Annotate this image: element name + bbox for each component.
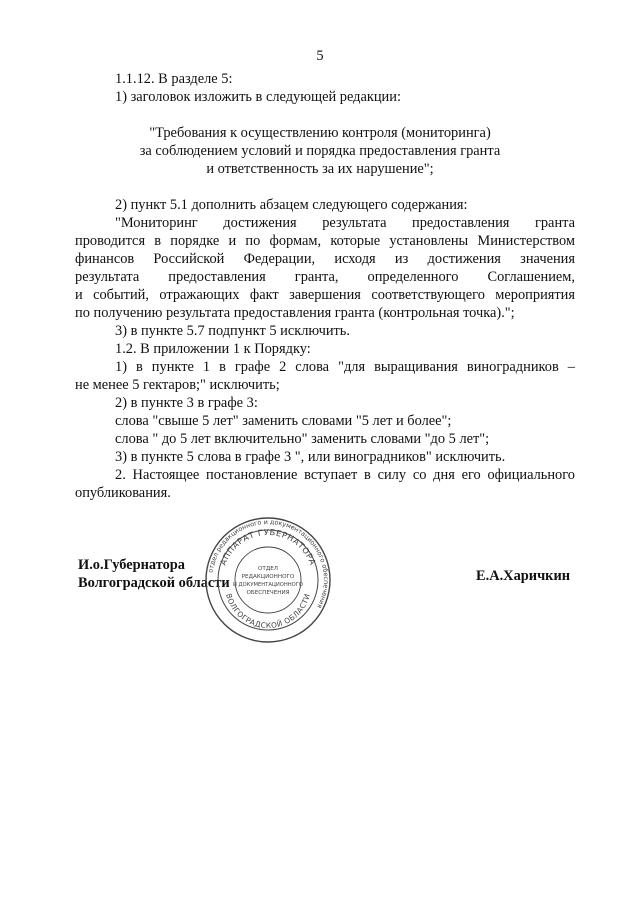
signatory-title-line-1: И.о.Губернатора bbox=[78, 557, 185, 573]
quoted-heading-line-1: "Требования к осуществлению контроля (мониторинга) bbox=[149, 125, 491, 141]
paragraph-5-1-instruction: 2) пункт 5.1 дополнить абзацем следующего содержания: bbox=[115, 197, 468, 213]
monitoring-text-line-5: и событий, отражающих факт завершения соответствующего мероприятия bbox=[75, 287, 575, 303]
paragraph-heading-instruction: 1) заголовок изложить в следующей редакции: bbox=[115, 89, 401, 105]
appendix-item-2: 2) в пункте 3 в графе 3: bbox=[115, 395, 258, 411]
appendix-item-2-replace-1: слова "свыше 5 лет" заменить словами "5 лет и более"; bbox=[115, 413, 452, 429]
paragraph-2-line-2: опубликования. bbox=[75, 485, 171, 501]
monitoring-text-line-6: по получению результата предоставления гранта (контрольная точка)."; bbox=[75, 305, 515, 321]
appendix-item-1-line-1: 1) в пункте 1 в графе 2 слова "для выращивания виноградников – bbox=[115, 359, 575, 375]
paragraph-5-7: 3) в пункте 5.7 подпункт 5 исключить. bbox=[115, 323, 350, 339]
monitoring-text-line-4: результата предоставления гранта, определенного Соглашением, bbox=[75, 269, 575, 285]
signatory-title-line-2: Волгоградской области bbox=[78, 575, 230, 591]
paragraph-1-1-12: 1.1.12. В разделе 5: bbox=[115, 71, 233, 87]
appendix-item-2-replace-2: слова " до 5 лет включительно" заменить словами "до 5 лет"; bbox=[115, 431, 490, 447]
signatory-name: Е.А.Харичкин bbox=[476, 568, 571, 584]
stamp-center-line-1: ОТДЕЛ bbox=[258, 566, 278, 572]
quoted-heading-line-2: за соблюдением условий и порядка предоставления гранта bbox=[139, 143, 501, 159]
stamp-top-arc-text: АППАРАТ ГУБЕРНАТОРА bbox=[217, 526, 319, 567]
appendix-item-1-line-2: не менее 5 гектаров;" исключить; bbox=[75, 377, 280, 393]
stamp-seal-graphic bbox=[203, 515, 333, 645]
paragraph-2-line-1: 2. Настоящее постановление вступает в силу со дня его официального bbox=[115, 467, 575, 483]
quoted-heading-line-3: и ответственность за их нарушение"; bbox=[206, 161, 434, 177]
stamp-center-line-4: ОБЕСПЕЧЕНИЯ bbox=[246, 590, 290, 596]
monitoring-text-line-1: "Мониторинг достижения результата предоставления гранта bbox=[115, 215, 575, 231]
appendix-item-3: 3) в пункте 5 слова в графе 3 ", или виноградников" исключить. bbox=[115, 449, 506, 465]
stamp-bottom-arc-text: ВОЛГОГРАДСКОЙ ОБЛАСТИ bbox=[224, 592, 312, 631]
monitoring-text-line-3: финансов Российской Федерации, исходя из достижения значения bbox=[75, 251, 575, 267]
svg-text:ВОЛГОГРАДСКОЙ ОБЛАСТИ bbox=[224, 592, 312, 630]
stamp-center-line-2: РЕДАКЦИОННОГО bbox=[241, 574, 295, 580]
stamp-center-line-3: И ДОКУМЕНТАЦИОННОГО bbox=[232, 582, 304, 588]
stamp-inner-circle bbox=[232, 547, 304, 613]
page-number: 5 bbox=[316, 48, 324, 64]
stamp-outer-ring-text: отдел редакционного и документационного обеспечения bbox=[206, 517, 331, 610]
official-stamp bbox=[203, 515, 333, 645]
monitoring-text-line-2: проводится в порядке и по формам, которые установлены Министерством bbox=[75, 233, 575, 249]
paragraph-1-2: 1.2. В приложении 1 к Порядку: bbox=[115, 341, 311, 357]
